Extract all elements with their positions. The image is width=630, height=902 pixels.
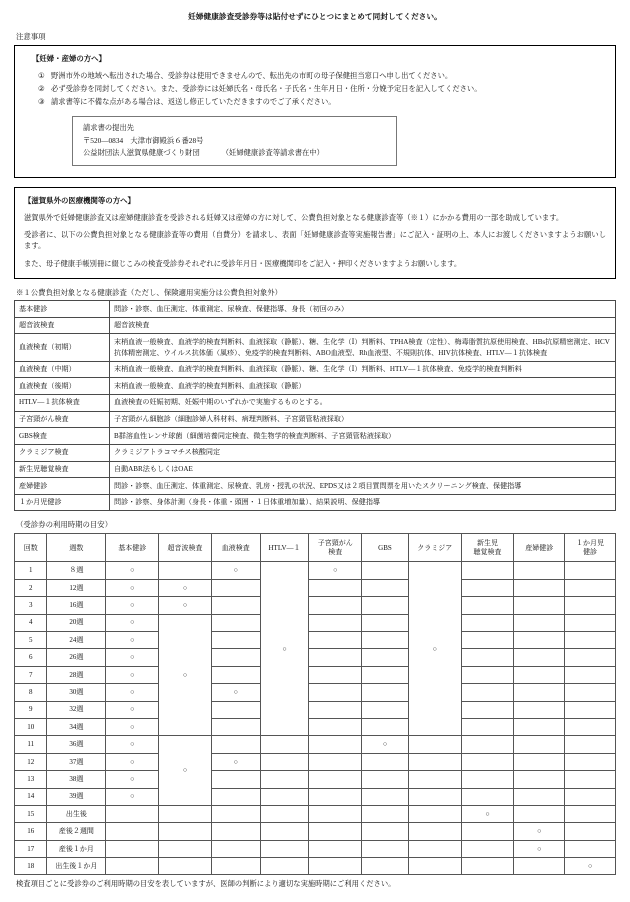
cell-newborn	[461, 614, 514, 631]
address-postal-line: 〒520—0834 大津市御殿浜６番28号	[83, 135, 204, 145]
cell-basic: ○	[106, 614, 159, 631]
column-header-blood: 血液検査	[211, 534, 260, 562]
table-row	[15, 378, 616, 395]
cell-postpartum	[514, 684, 565, 701]
table-row	[15, 684, 616, 701]
cell-weeks: 産後２週間	[47, 823, 106, 840]
definition-label: 子宮頸がん検査	[15, 411, 110, 428]
list-item-text: 必ず受診券を同封してください。また、受診券には妊婦氏名・母氏名・子氏名・生年月日・住所・分娩予定日を記入してください。	[51, 84, 482, 94]
table-row	[15, 461, 616, 478]
table-row	[15, 771, 616, 788]
cell-chlamydia-merged: ○	[408, 562, 461, 736]
cell-postpartum	[514, 666, 565, 683]
cell-count: 6	[15, 649, 47, 666]
definition-label: クラミジア検査	[15, 444, 110, 461]
cell-count: 10	[15, 718, 47, 735]
cell-onemonth	[565, 684, 616, 701]
definition-desc: 子宮頸がん細胞診（細胞診婦人科材料、病理判断料、子宮頸管粘液採取）	[110, 411, 616, 428]
table-row	[15, 858, 616, 875]
cell-blood	[211, 858, 260, 875]
cell-cervical	[309, 771, 362, 788]
cell-basic: ○	[106, 771, 159, 788]
cell-cervical	[309, 597, 362, 614]
cell-cervical	[309, 614, 362, 631]
cell-count: 8	[15, 684, 47, 701]
cell-postpartum: ○	[514, 823, 565, 840]
cell-count: 12	[15, 753, 47, 770]
cell-basic: ○	[106, 701, 159, 718]
page-title: 妊婦健康診査受診券等は貼付せずにひとつにまとめて同封してください。	[188, 12, 442, 21]
table-row	[15, 579, 616, 596]
cell-gbs	[362, 597, 409, 614]
table-row	[15, 840, 616, 857]
cell-count: 17	[15, 840, 47, 857]
cell-htlv-merged: ○	[260, 562, 309, 736]
notice-clinic-paragraph-2: 受診者に、以下の公費負担対象となる健康診査等の費用（自費分）を請求し、表面「妊婦健康診査等実施報告書」にご記入・証明の上、本人にお渡しくださいますようお願いします。	[24, 230, 606, 250]
cell-count: 4	[15, 614, 47, 631]
cell-newborn	[461, 579, 514, 596]
table-row	[15, 494, 616, 511]
table-row	[15, 301, 616, 318]
definition-desc: 末梢血液一般検査、血液学的検査判断料、血液採取（静脈）、糖、生化学（Ⅰ）判断料、HTLV—１抗体検査、免疫学的検査判断料	[110, 361, 616, 378]
cell-blood: ○	[211, 753, 260, 770]
cell-basic: ○	[106, 718, 159, 735]
schedule-table	[14, 533, 616, 875]
cell-gbs	[362, 649, 409, 666]
cell-weeks: 出生後１か月	[47, 858, 106, 875]
definition-desc: 問診・診察、血圧測定、体重測定、尿検査、乳房・授乳の状況、EPDS又は２項目質問票を用いたスクリーニング検査、保健指導	[110, 478, 616, 495]
cell-blood	[211, 805, 260, 822]
cell-basic: ○	[106, 562, 159, 579]
cell-cervical: ○	[309, 562, 362, 579]
cell-blood: ○	[211, 562, 260, 579]
table-row	[15, 478, 616, 495]
cell-blood	[211, 788, 260, 805]
cell-weeks: 12週	[47, 579, 106, 596]
cell-blood	[211, 771, 260, 788]
schedule-header-row	[15, 534, 616, 562]
cell-cervical	[309, 718, 362, 735]
table-row	[15, 788, 616, 805]
column-header-chlamydia: クラミジア	[408, 534, 461, 562]
cell-count: 7	[15, 666, 47, 683]
cell-newborn	[461, 597, 514, 614]
cell-newborn	[461, 649, 514, 666]
notice-pregnant-heading: 【妊婦・産婦の方へ】	[32, 54, 106, 64]
cell-htlv	[260, 788, 309, 805]
cell-chlamydia	[408, 788, 461, 805]
cell-count: 11	[15, 736, 47, 753]
column-header-newborn	[461, 534, 514, 562]
cell-count: 18	[15, 858, 47, 875]
cell-postpartum	[514, 771, 565, 788]
cell-count: 9	[15, 701, 47, 718]
cell-postpartum	[514, 562, 565, 579]
table-row	[15, 444, 616, 461]
cell-postpartum	[514, 614, 565, 631]
definition-label: 血液検査（後期）	[15, 378, 110, 395]
definition-desc: 超音波検査	[110, 317, 616, 334]
cell-newborn	[461, 788, 514, 805]
cell-gbs	[362, 771, 409, 788]
cell-onemonth	[565, 562, 616, 579]
definition-label: 血液検査（初期）	[15, 334, 110, 361]
cell-cervical	[309, 788, 362, 805]
cell-blood	[211, 666, 260, 683]
table-row	[15, 632, 616, 649]
list-item-text: 野洲市外の地域へ転出された場合、受診券は使用できませんので、転出先の市町の母子保健担当窓口へ申し出てください。	[51, 71, 453, 81]
list-item-number: ①	[38, 71, 45, 81]
table-row	[15, 361, 616, 378]
cell-weeks: 34週	[47, 718, 106, 735]
cell-gbs	[362, 632, 409, 649]
cell-gbs	[362, 666, 409, 683]
column-header-gbs: GBS	[362, 534, 409, 562]
cell-weeks: 24週	[47, 632, 106, 649]
cell-onemonth	[565, 805, 616, 822]
cell-onemonth	[565, 736, 616, 753]
cell-cervical	[309, 649, 362, 666]
cell-basic: ○	[106, 649, 159, 666]
schedule-caption: （受診券の利用時期の目安）	[16, 520, 113, 530]
address-organization: 公益財団法人滋賀県健康づくり財団	[83, 148, 200, 157]
cell-onemonth	[565, 823, 616, 840]
cell-htlv	[260, 858, 309, 875]
cell-onemonth	[565, 666, 616, 683]
table-row	[15, 317, 616, 334]
cell-cervical	[309, 666, 362, 683]
cell-count: 1	[15, 562, 47, 579]
definition-desc: 問診・診察、身体計測（身長・体重・頭囲・１日体重増加量）、結果説明、保健指導	[110, 494, 616, 511]
cell-blood	[211, 718, 260, 735]
definition-desc: 末梢血液一般検査、血液学的検査判断料、血液採取（静脈）	[110, 378, 616, 395]
cell-basic: ○	[106, 736, 159, 753]
cell-ultrasound	[159, 840, 212, 857]
cell-chlamydia	[408, 805, 461, 822]
definition-label: 超音波検査	[15, 317, 110, 334]
cell-basic	[106, 823, 159, 840]
address-title: 請求書の提出先	[83, 123, 135, 133]
definition-desc: B群溶血性レンサ球菌（細菌培養同定検査、微生物学的検査判断料、子宮頸管粘液採取）	[110, 428, 616, 445]
cell-newborn	[461, 701, 514, 718]
cell-onemonth	[565, 701, 616, 718]
cell-gbs	[362, 858, 409, 875]
table-row	[15, 649, 616, 666]
notice-pregnant-list	[38, 71, 606, 107]
cell-onemonth	[565, 649, 616, 666]
cell-basic: ○	[106, 579, 159, 596]
cell-count: 2	[15, 579, 47, 596]
column-header-postpartum: 産婦健診	[514, 534, 565, 562]
cell-postpartum	[514, 597, 565, 614]
cell-newborn	[461, 858, 514, 875]
cell-weeks: ８週	[47, 562, 106, 579]
cell-gbs	[362, 701, 409, 718]
cell-blood	[211, 840, 260, 857]
notice-clinic-heading: 【滋賀県外の医療機関等の方へ】	[24, 195, 135, 205]
definition-desc: 血液検査の妊娠初期、妊娠中期のいずれかで実施するものとする。	[110, 394, 616, 411]
cell-postpartum	[514, 632, 565, 649]
cell-ultrasound	[159, 805, 212, 822]
cell-blood	[211, 597, 260, 614]
cell-onemonth	[565, 632, 616, 649]
notice-box-pregnant	[14, 45, 616, 178]
definitions-table	[14, 300, 616, 511]
cell-onemonth: ○	[565, 858, 616, 875]
cell-newborn	[461, 771, 514, 788]
cell-chlamydia	[408, 771, 461, 788]
column-header-onemonth-line2: 健診	[583, 547, 598, 556]
cell-weeks: 28週	[47, 666, 106, 683]
cell-ultrasound-merged-late: ○	[159, 736, 212, 806]
cell-gbs	[362, 805, 409, 822]
column-header-newborn-line2: 聴覚検査	[473, 547, 502, 556]
cell-basic: ○	[106, 684, 159, 701]
definition-desc: クラミジアトラコマチス核酸同定	[110, 444, 616, 461]
cell-gbs	[362, 840, 409, 857]
cell-htlv	[260, 823, 309, 840]
cell-postpartum	[514, 718, 565, 735]
notice-clinic-paragraph-1: 滋賀県外で妊婦健康診査又は産婦健康診査を受診される妊婦又は産婦の方に対して、公費負担対象となる健康診査等（※１）にかかる費用の一部を助成しています。	[24, 212, 564, 222]
cell-gbs	[362, 684, 409, 701]
definitions-caption: ※１公費負担対象となる健康診査（ただし、保険適用実施分は公費負担対象外）	[16, 288, 283, 298]
cell-onemonth	[565, 753, 616, 770]
table-row	[15, 823, 616, 840]
list-item-number: ③	[38, 97, 45, 107]
cell-blood	[211, 649, 260, 666]
column-header-basic: 基本健診	[106, 534, 159, 562]
column-header-newborn-line1: 新生児	[477, 538, 498, 547]
column-header-ultrasound: 超音波検査	[159, 534, 212, 562]
definition-desc: 自動ABR法もしくはOAE	[110, 461, 616, 478]
cell-weeks: 37週	[47, 753, 106, 770]
column-header-cervical-line1: 子宮頸がん	[317, 538, 353, 547]
cell-count: 5	[15, 632, 47, 649]
cell-ultrasound	[159, 562, 212, 579]
column-header-onemonth-line1: １か月児	[576, 538, 605, 547]
column-header-cervical	[309, 534, 362, 562]
cell-newborn	[461, 823, 514, 840]
cell-cervical	[309, 701, 362, 718]
cell-cervical	[309, 632, 362, 649]
cell-weeks: 38週	[47, 771, 106, 788]
definition-label: 血液検査（中期）	[15, 361, 110, 378]
cell-onemonth	[565, 579, 616, 596]
cell-weeks: 20週	[47, 614, 106, 631]
cell-weeks: 26週	[47, 649, 106, 666]
cell-basic: ○	[106, 632, 159, 649]
notice-box-clinic	[14, 187, 616, 279]
cell-newborn	[461, 840, 514, 857]
cell-ultrasound: ○	[159, 579, 212, 596]
cell-gbs	[362, 614, 409, 631]
table-row	[15, 805, 616, 822]
cell-gbs	[362, 753, 409, 770]
cell-postpartum	[514, 788, 565, 805]
definition-desc: 問診・診察、血圧測定、体重測定、尿検査、保健指導、身長（初回のみ）	[110, 301, 616, 318]
cell-onemonth	[565, 597, 616, 614]
address-organization-line	[83, 148, 386, 158]
cell-basic: ○	[106, 788, 159, 805]
table-row	[15, 614, 616, 631]
table-row	[15, 701, 616, 718]
notice-clinic-paragraph-3: また、母子健康手帳別冊に綴じこみの検査受診券それぞれに受診年月日・医療機関印をご記入・押印くださいますようお願いします。	[24, 258, 462, 268]
cell-basic: ○	[106, 597, 159, 614]
cell-cervical	[309, 753, 362, 770]
definition-label: HTLV—１抗体検査	[15, 394, 110, 411]
cell-count: 3	[15, 597, 47, 614]
cell-htlv	[260, 736, 309, 753]
cell-weeks: 32週	[47, 701, 106, 718]
definition-label: １か月児健診	[15, 494, 110, 511]
table-row	[15, 394, 616, 411]
cell-cervical	[309, 858, 362, 875]
column-header-htlv: HTLV—１	[260, 534, 309, 562]
table-row	[15, 736, 616, 753]
cell-gbs	[362, 788, 409, 805]
definition-label: 基本健診	[15, 301, 110, 318]
cell-chlamydia	[408, 823, 461, 840]
cell-ultrasound	[159, 858, 212, 875]
schedule-footnote: 検査項目ごとに受診券のご利用時期の目安を表していますが、医師の判断により適切な実施時期にご利用ください。	[16, 878, 396, 888]
cell-basic: ○	[106, 666, 159, 683]
cell-onemonth	[565, 840, 616, 857]
cell-postpartum	[514, 736, 565, 753]
definition-desc: 末梢血液一般検査、血液学的検査判断料、血液採取（静脈）、糖、生化学（Ⅰ）判断料、TPHA検査（定性）、梅毒脂質抗原使用検査、HBs抗原精密測定、HCV抗体精密測定、ウイルス抗体価（風疹）、免疫学的検査判断料、ABO血液型、Rh血液型、不規則抗体、HIV抗体検査、HTLV—１抗体検査	[110, 334, 616, 361]
cell-blood	[211, 632, 260, 649]
cell-onemonth	[565, 614, 616, 631]
cell-blood: ○	[211, 684, 260, 701]
cell-blood	[211, 579, 260, 596]
cell-gbs	[362, 718, 409, 735]
cell-count: 16	[15, 823, 47, 840]
cell-cervical	[309, 579, 362, 596]
cell-chlamydia	[408, 840, 461, 857]
cell-chlamydia	[408, 736, 461, 753]
definition-label: 産婦健診	[15, 478, 110, 495]
cell-blood	[211, 701, 260, 718]
cell-cervical	[309, 840, 362, 857]
cell-newborn	[461, 736, 514, 753]
table-row	[15, 666, 616, 683]
cell-weeks: 16週	[47, 597, 106, 614]
cell-cervical	[309, 823, 362, 840]
cell-postpartum	[514, 579, 565, 596]
cell-postpartum: ○	[514, 840, 565, 857]
definition-label: GBS検査	[15, 428, 110, 445]
table-row	[15, 411, 616, 428]
cell-onemonth	[565, 718, 616, 735]
cell-newborn	[461, 684, 514, 701]
definition-label: 新生児聴覚検査	[15, 461, 110, 478]
column-header-count: 回数	[15, 534, 47, 562]
cell-htlv	[260, 753, 309, 770]
table-row	[15, 753, 616, 770]
cell-newborn	[461, 562, 514, 579]
cell-postpartum	[514, 649, 565, 666]
address-enclosure-note: （妊婦健康診査等請求書在中）	[221, 148, 324, 157]
cell-cervical	[309, 805, 362, 822]
column-header-weeks: 週数	[47, 534, 106, 562]
cell-weeks: 30週	[47, 684, 106, 701]
column-header-onemonth	[565, 534, 616, 562]
table-row	[15, 428, 616, 445]
cell-blood	[211, 823, 260, 840]
cell-cervical	[309, 736, 362, 753]
cell-onemonth	[565, 788, 616, 805]
cell-gbs	[362, 562, 409, 579]
cell-weeks: 39週	[47, 788, 106, 805]
cell-gbs: ○	[362, 736, 409, 753]
cell-count: 14	[15, 788, 47, 805]
cell-newborn	[461, 718, 514, 735]
cell-postpartum	[514, 753, 565, 770]
cell-basic	[106, 858, 159, 875]
cell-newborn	[461, 753, 514, 770]
cell-htlv	[260, 805, 309, 822]
list-item-text: 請求書等に不備な点がある場合は、返送し修正していただきますのでご了承ください。	[51, 97, 336, 107]
cell-newborn: ○	[461, 805, 514, 822]
list-item	[38, 97, 606, 107]
cell-htlv	[260, 840, 309, 857]
table-row	[15, 597, 616, 614]
table-row	[15, 718, 616, 735]
cell-ultrasound-merged-mid: ○	[159, 614, 212, 736]
cell-basic	[106, 840, 159, 857]
submission-address-box	[72, 116, 397, 166]
cell-basic: ○	[106, 753, 159, 770]
cell-htlv	[260, 771, 309, 788]
list-item	[38, 71, 606, 81]
cell-chlamydia	[408, 858, 461, 875]
cell-blood	[211, 614, 260, 631]
cell-gbs	[362, 579, 409, 596]
cell-postpartum	[514, 701, 565, 718]
cell-postpartum	[514, 858, 565, 875]
cell-cervical	[309, 684, 362, 701]
cell-newborn	[461, 632, 514, 649]
cell-chlamydia	[408, 753, 461, 770]
cell-onemonth	[565, 771, 616, 788]
cell-basic	[106, 805, 159, 822]
cell-weeks: 産後１か月	[47, 840, 106, 857]
cell-ultrasound	[159, 823, 212, 840]
cell-weeks: 36週	[47, 736, 106, 753]
cell-count: 15	[15, 805, 47, 822]
cell-gbs	[362, 823, 409, 840]
cell-weeks: 出生後	[47, 805, 106, 822]
column-header-cervical-line2: 検査	[328, 547, 343, 556]
cell-ultrasound: ○	[159, 597, 212, 614]
list-item	[38, 84, 606, 94]
cell-postpartum	[514, 805, 565, 822]
cell-newborn	[461, 666, 514, 683]
table-row	[15, 334, 616, 361]
cell-blood	[211, 736, 260, 753]
cell-count: 13	[15, 771, 47, 788]
list-item-number: ②	[38, 84, 45, 94]
notes-caption: 注意事項	[16, 32, 46, 42]
table-row	[15, 562, 616, 579]
